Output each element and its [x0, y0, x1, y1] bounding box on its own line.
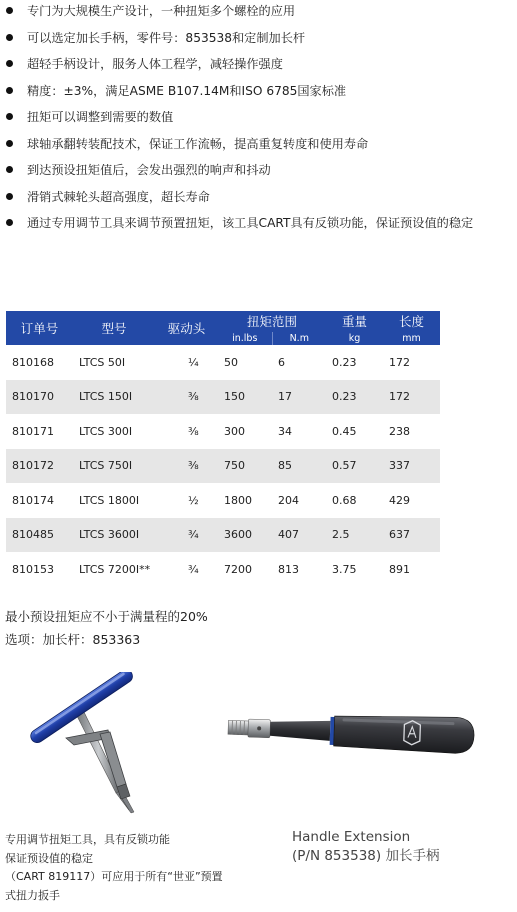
cell-drive: ⅜ — [188, 424, 199, 438]
bullet-icon — [6, 193, 13, 200]
table-row — [6, 483, 440, 518]
header-weight: 重量 — [326, 311, 383, 332]
cell-drive: ¾ — [155, 518, 218, 553]
bullet-icon — [6, 7, 13, 14]
cell-inlbs: 3600 — [218, 518, 272, 553]
cell-kg: 0.57 — [326, 449, 383, 484]
feature-text: 扭矩可以调整到需要的数值 — [27, 110, 174, 124]
cell-mm: 637 — [383, 518, 440, 553]
cell-kg: 0.45 — [332, 424, 357, 438]
table-row — [6, 449, 440, 484]
cell-inlbs: 750 — [218, 449, 272, 484]
cell-inlbs: 300 — [224, 424, 245, 438]
extension-caption-part: (P/N 853538) 加长手柄 — [292, 848, 440, 864]
cell-order: 810153 — [12, 562, 54, 576]
cell-mm: 429 — [389, 493, 411, 507]
bullet-icon — [6, 113, 13, 120]
feature-text: 超轻手柄设计，服务人体工程学，减轻操作强度 — [27, 57, 283, 71]
t-handle-adjust-tool-icon — [20, 672, 200, 822]
cell-nm: 204 — [278, 493, 299, 507]
min-preset-note: 最小预设扭矩应不小于满量程的20% — [5, 609, 208, 624]
cell-mm: 891 — [389, 562, 411, 576]
feature-item — [6, 27, 517, 54]
cell-kg: 2.5 — [326, 518, 383, 553]
cart-tool-caption — [5, 831, 255, 905]
table-row — [6, 518, 440, 553]
caption-line: 保证预设值的稳定 — [5, 851, 93, 865]
table-row — [6, 552, 440, 587]
cell-inlbs: 1800 — [224, 493, 252, 507]
cell-nm: 17 — [272, 380, 326, 415]
spec-table — [6, 311, 440, 587]
feature-text: 到达预设扭矩值后，会发出强烈的响声和抖动 — [27, 163, 271, 177]
cell-model: LTCS 50I — [79, 355, 126, 369]
option-note: 选项：加长杆：853363 — [5, 632, 141, 647]
cell-kg: 0.23 — [326, 380, 383, 415]
handle-extension-grip-icon — [212, 705, 512, 765]
cell-inlbs: 50 — [224, 355, 238, 369]
cell-nm: 6 — [278, 355, 285, 369]
header-order-no: 订单号 — [6, 311, 73, 345]
cell-kg: 3.75 — [332, 562, 357, 576]
cell-kg: 0.68 — [332, 493, 357, 507]
header-length: 长度 — [383, 311, 440, 332]
cell-nm: 813 — [278, 562, 299, 576]
cell-drive: ¾ — [188, 562, 199, 576]
header-drive: 驱动头 — [155, 311, 218, 345]
cell-inlbs: 150 — [218, 380, 272, 415]
cell-drive: ⅜ — [155, 380, 218, 415]
feature-text: 精度：±3%，满足ASME B107.14M和ISO 6785国家标准 — [27, 83, 347, 98]
table-row — [6, 345, 440, 380]
feature-text: 通过专用调节工具来调节预置扭矩，该工具CART具有反锁功能，保证预设值的稳定 — [27, 216, 474, 230]
cell-model: LTCS 300I — [79, 424, 133, 438]
extension-caption-title: Handle Extension — [292, 829, 411, 845]
bullet-icon — [6, 87, 13, 94]
cell-mm: 337 — [383, 449, 440, 484]
feature-item — [6, 53, 517, 80]
cell-order: 810171 — [12, 424, 54, 438]
bullet-icon — [6, 166, 13, 173]
cell-mm: 172 — [389, 355, 411, 369]
feature-text: 球轴承翻转装配技术，保证工作流畅，提高重复转度和使用寿命 — [27, 136, 369, 151]
table-row — [6, 380, 440, 415]
unit-weight: kg — [326, 332, 383, 345]
feature-item — [6, 133, 517, 160]
cell-order: 810168 — [12, 355, 54, 369]
feature-text: 专门为大规模生产设计，一种扭矩多个螺栓的应用 — [27, 4, 296, 18]
feature-text: 可以选定加长手柄，零件号：853538和定制加长杆 — [27, 30, 306, 45]
cell-order: 810172 — [6, 449, 73, 484]
cell-kg: 0.23 — [332, 355, 357, 369]
feature-text: 滑销式棘轮头超高强度，超长寿命 — [27, 189, 210, 204]
cell-order: 810485 — [6, 518, 73, 553]
cell-mm: 172 — [383, 380, 440, 415]
bullet-icon — [6, 60, 13, 67]
feature-item — [6, 212, 517, 239]
cell-drive: ¼ — [188, 355, 199, 369]
unit-torque-inlbs: in.lbs — [218, 332, 272, 345]
cell-model: LTCS 3600I — [73, 518, 155, 553]
caption-line: （CART 819117）可应用于所有“世亚”预置 — [5, 870, 223, 883]
caption-line: 式扭力扳手 — [5, 888, 60, 902]
unit-length: mm — [383, 332, 440, 345]
cell-mm: 238 — [389, 424, 411, 438]
feature-item — [6, 0, 517, 27]
feature-item — [6, 159, 517, 186]
cell-model: LTCS 150I — [73, 380, 155, 415]
cell-model: LTCS 1800I — [79, 493, 140, 507]
cell-inlbs: 7200 — [224, 562, 252, 576]
bullet-icon — [6, 219, 13, 226]
cell-order: 810174 — [12, 493, 54, 507]
cell-nm: 407 — [272, 518, 326, 553]
feature-list — [6, 0, 517, 239]
bullet-icon — [6, 140, 13, 147]
cell-nm: 85 — [272, 449, 326, 484]
cell-model: LTCS 7200I** — [79, 562, 151, 576]
cell-drive: ⅜ — [155, 449, 218, 484]
feature-item — [6, 80, 517, 107]
header-model: 型号 — [73, 311, 155, 345]
cell-model: LTCS 750I — [73, 449, 155, 484]
cell-order: 810170 — [6, 380, 73, 415]
cell-nm: 34 — [278, 424, 292, 438]
table-row — [6, 414, 440, 449]
cell-drive: ½ — [188, 493, 199, 507]
bullet-icon — [6, 34, 13, 41]
header-torque-range: 扭矩范围 — [218, 311, 326, 332]
unit-torque-nm: N.m — [272, 332, 326, 345]
extension-caption — [292, 828, 439, 866]
caption-line: 专用调节扭矩工具，具有反锁功能 — [5, 833, 170, 846]
feature-item — [6, 186, 517, 213]
feature-item — [6, 106, 517, 133]
